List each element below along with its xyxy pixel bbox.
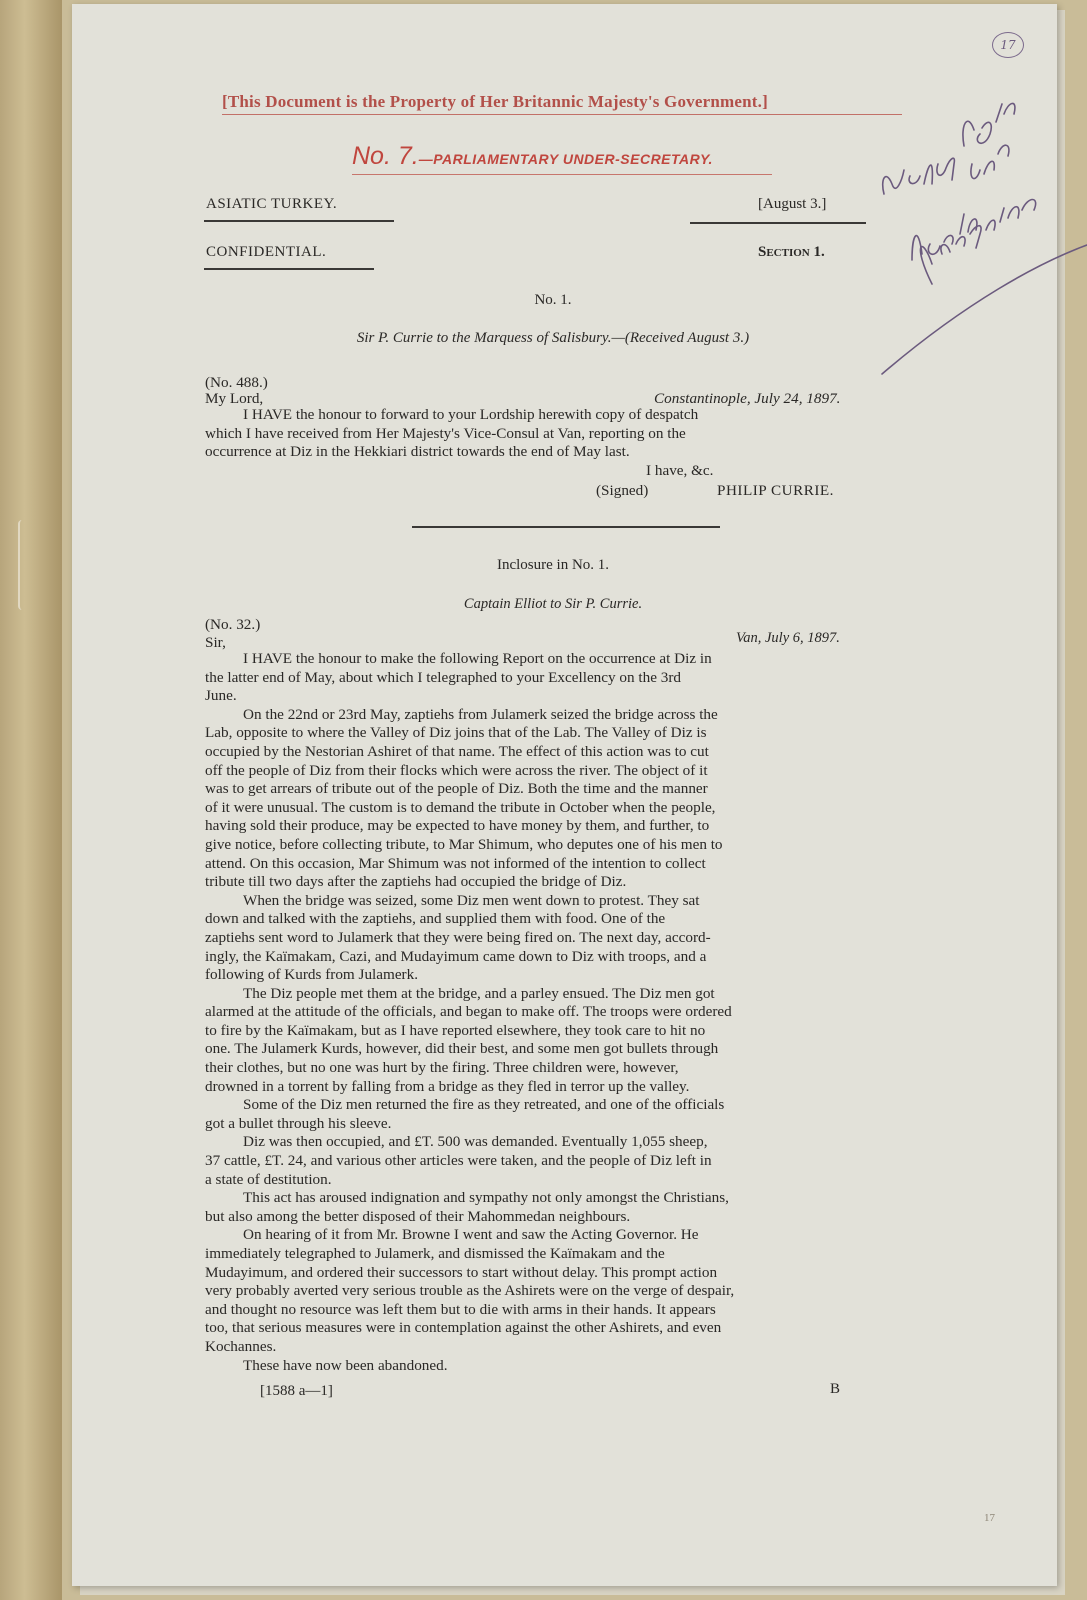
heading-section: Section 1. — [758, 244, 825, 260]
text-line: I HAVE the honour to forward to your Lordship herewith copy of despatch — [243, 406, 699, 423]
document-reference: (No. 488.) — [205, 374, 268, 391]
text-line: When the bridge was seized, some Diz men went down to protest. They sat — [243, 891, 700, 909]
heading-confidential: CONFIDENTIAL. — [206, 244, 327, 260]
text-line: to fire by the Kaïmakam, but as I have reported elsewhere, they took care to hit no — [205, 1021, 706, 1039]
heading-asiatic-turkey: ASIATIC TURKEY. — [206, 196, 338, 212]
text-line: having sold their produce, may be expected to have money by them, and further, to — [205, 817, 710, 835]
inclosure-salutation: Sir, — [205, 634, 226, 651]
text-line: occurrence at Diz in the Hekkiari district towards the end of May last. — [205, 443, 630, 461]
text-line: too, that serious measures were in contemplation against the other Ashirets, and even — [205, 1319, 722, 1337]
department-stamp — [352, 142, 772, 175]
inclosure-heading: Inclosure in No. 1. — [496, 557, 610, 573]
text-line: which I have received from Her Majesty's Vice-Consul at Van, reporting on the — [205, 424, 686, 442]
text-line: These have now been abandoned. — [243, 1356, 448, 1374]
stamp-number: No. 7. — [352, 142, 419, 170]
text-line: June. — [205, 687, 237, 705]
folio-number: 17 — [992, 32, 1024, 58]
text-line: Lab, opposite to where the Valley of Diz joins that of the Lab. The Valley of Diz is — [205, 724, 707, 742]
handwritten-note — [872, 84, 1087, 384]
inclosure-reference: (No. 32.) — [205, 616, 261, 633]
text-line: very probably averted very serious trouble as the Ashirets were on the verge of despair, — [205, 1282, 735, 1300]
text-line: Diz was then occupied, and £T. 500 was demanded. Eventually 1,055 sheep, — [243, 1133, 708, 1151]
rule — [204, 220, 394, 222]
text-line: one. The Julamerk Kurds, however, did their best, and some men got bullets through — [205, 1040, 719, 1058]
print-reference: [1588 a—1] — [260, 1383, 333, 1399]
text-line: occupied by the Nestorian Ashiret of that name. The effect of this action was to cut — [205, 742, 709, 760]
text-line: immediately telegraphed to Julamerk, and dismissed the Kaïmakam and the — [205, 1245, 665, 1262]
signature-mark: B — [830, 1381, 841, 1397]
text-line: attend. On this occasion, Mar Shimum was not informed of the intention to collect — [205, 854, 706, 872]
text-line: This act has aroused indignation and sympathy not only amongst the Christians, — [243, 1189, 729, 1207]
rule — [690, 222, 866, 224]
document-page — [72, 4, 1057, 1586]
heading-date: [August 3.] — [758, 196, 827, 212]
text-line: tribute till two days after the zaptiehs had occupied the bridge of Diz. — [205, 873, 627, 891]
text-line: their clothes, but no one was hurt by the firing. Three children were, however, — [205, 1059, 679, 1077]
separator-rule — [412, 526, 720, 528]
signed-label: (Signed) — [596, 482, 649, 499]
text-line: of it were unusual. The custom is to demand the tribute in October when the people, — [205, 798, 716, 816]
salutation: My Lord, — [205, 390, 264, 407]
text-line: On the 22nd or 23rd May, zaptiehs from Julamerk seized the bridge across the — [243, 705, 718, 723]
rule — [204, 268, 374, 270]
text-line: Some of the Diz men returned the fire as they retreated, and one of the officials — [243, 1096, 725, 1114]
stamp-text: —PARLIAMENTARY UNDER-SECRETARY. — [418, 151, 713, 167]
text-line: got a bullet through his sleeve. — [205, 1114, 392, 1132]
text-line: I HAVE the honour to make the following Report on the occurrence at Diz in — [243, 650, 712, 667]
signer-name: PHILIP CURRIE. — [717, 482, 834, 499]
text-line: and thought no resource was left them but to die with arms in their hands. It appears — [205, 1300, 716, 1318]
text-line: Kochannes. — [205, 1337, 277, 1355]
text-line: give notice, before collecting tribute, to Mar Shimum, who deputes one of his men to — [205, 835, 723, 853]
text-line: off the people of Diz from their flocks which were across the river. The object of it — [205, 761, 708, 779]
text-line: the latter end of May, about which I telegraphed to your Excellency on the 3rd — [205, 668, 681, 686]
inclosure-body — [205, 650, 901, 1375]
binding-string — [18, 520, 26, 610]
text-line: alarmed at the attitude of the officials, and began to make off. The troops were ordered — [205, 1003, 732, 1021]
text-line: drowned in a torrent by falling from a bridge as they fled in terror up the valley. — [205, 1077, 690, 1095]
inclosure-place-date: Van, July 6, 1897. — [736, 630, 840, 646]
text-line: zaptiehs sent word to Julamerk that they were being fired on. The next day, accord- — [205, 928, 711, 946]
text-line: down and talked with the zaptiehs, and supplied them with food. One of the — [205, 910, 666, 928]
text-line: On hearing of it from Mr. Browne I went and saw the Acting Governor. He — [243, 1226, 699, 1244]
text-line: following of Kurds from Julamerk. — [205, 966, 419, 984]
closing: I have, &c. — [646, 462, 714, 479]
cover-binding — [0, 0, 62, 1600]
corner-folio: 17 — [984, 1512, 995, 1524]
place-date: Constantinople, July 24, 1897. — [654, 390, 841, 407]
property-notice: [This Document is the Property of Her Britannic Majesty's Government.] — [222, 92, 902, 115]
document-number: No. 1. — [534, 292, 572, 308]
text-line: but also among the better disposed of their Mahommedan neighbours. — [205, 1207, 631, 1225]
text-line: a state of destitution. — [205, 1170, 332, 1188]
text-line: Mudayimum, and ordered their successors to start without delay. This prompt action — [205, 1263, 718, 1281]
text-line: ingly, the Kaïmakam, Cazi, and Mudayimum came down to Diz with troops, and a — [205, 947, 707, 965]
text-line: The Diz people met them at the bridge, and a parley ensued. The Diz men got — [243, 984, 715, 1002]
text-line: 37 cattle, £T. 24, and various other articles were taken, and the people of Diz left in — [205, 1152, 712, 1170]
text-line: was to get arrears of tribute out of the people of Diz. Both the time and the manner — [205, 780, 708, 798]
letter-body — [205, 406, 901, 462]
document-title: Sir P. Currie to the Marquess of Salisbury.—(Received August 3.) — [356, 330, 750, 346]
inclosure-title: Captain Elliot to Sir P. Currie. — [463, 596, 643, 612]
